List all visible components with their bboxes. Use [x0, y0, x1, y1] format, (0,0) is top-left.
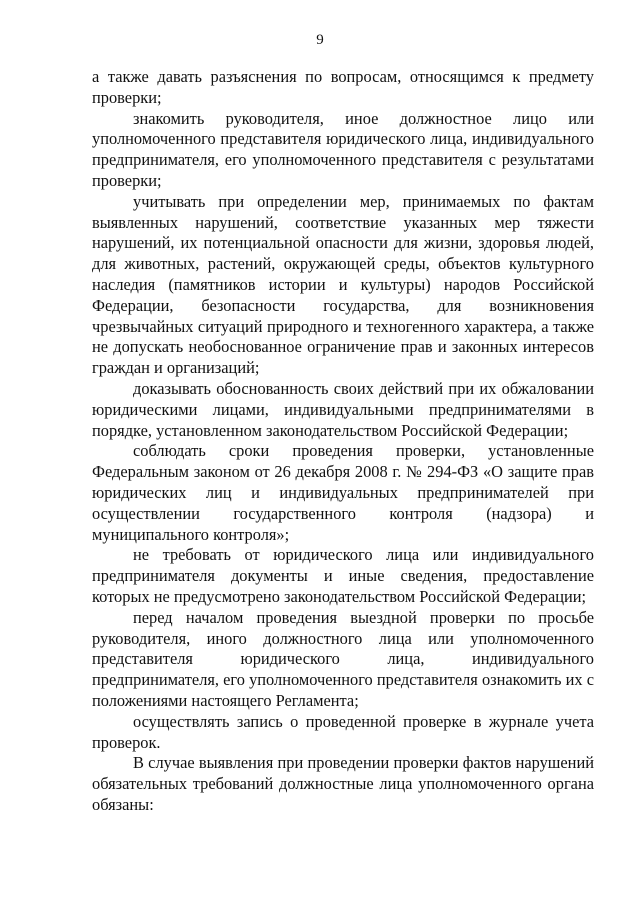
- paragraph: знакомить руководителя, иное должностное лицо или уполномоченного представителя юридического лица, индивидуального предпринимателя, его уполномоченного представителя с результатами проверки;: [92, 108, 594, 190]
- page-number: 9: [316, 32, 324, 48]
- paragraph: перед началом проведения выездной проверки по просьбе руководителя, иного должностного лица или уполномоченного представителя юридического лица, индивидуального предпринимателя, его уполномоченного представителя ознакомить их с положениями настоящего Регламента;: [92, 607, 594, 710]
- document-body: [92, 67, 594, 816]
- paragraph: осуществлять запись о проведенной проверке в журнале учета проверок.: [92, 711, 594, 752]
- paragraph: а также давать разъяснения по вопросам, относящимся к предмету проверки;: [92, 67, 594, 107]
- paragraph: учитывать при определении мер, принимаемых по фактам выявленных нарушений, соответствие указанных мер тяжести нарушений, их потенциальной опасности для жизни, здоровья людей, для животных, растений, окружающей среды, объектов культурного наследия (памятников истории и культуры) народов Российской Федерации, безопасности государства, для возникновения чрезвычайных ситуаций природного и техногенного характера, а также не допускать необоснованное ограничение прав и законных интересов граждан и организаций;: [92, 191, 594, 378]
- paragraph: соблюдать сроки проведения проверки, установленные Федеральным законом от 26 декабря 2008 г. № 294-ФЗ «О защите прав юридических лиц и индивидуальных предпринимателей при осуществлении государственного контроля (надзора) и муниципального контроля»;: [92, 441, 594, 544]
- paragraph: не требовать от юридического лица или индивидуального предпринимателя документы и иные сведения, предоставление которых не предусмотрено законодательством Российской Федерации;: [92, 545, 594, 606]
- paragraph: доказывать обоснованность своих действий при их обжаловании юридическими лицами, индивидуальными предпринимателями в порядке, установленном законодательством Российской Федерации;: [92, 378, 594, 440]
- paragraph: В случае выявления при проведении проверки фактов нарушений обязательных требований должностные лица уполномоченного органа обязаны:: [92, 753, 594, 814]
